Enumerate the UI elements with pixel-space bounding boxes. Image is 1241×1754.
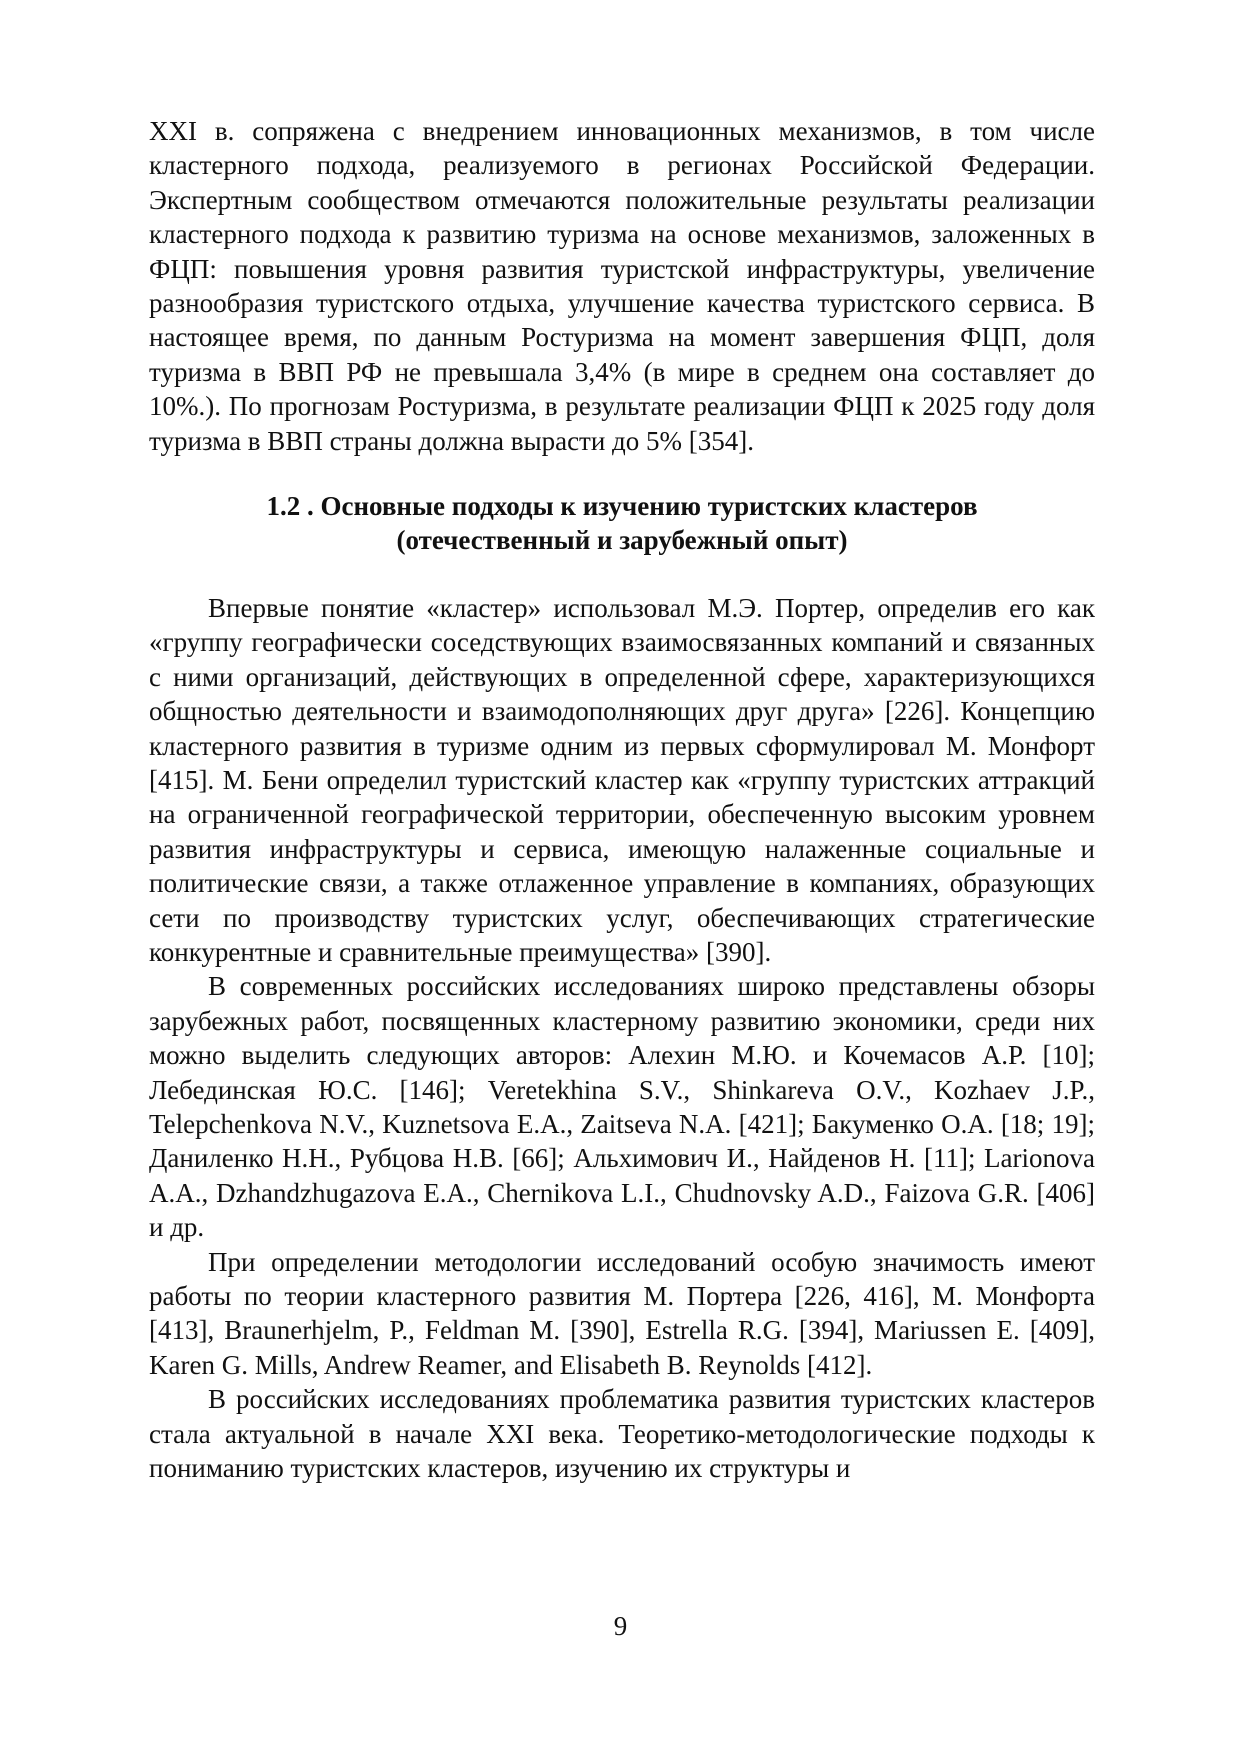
section-heading-line1: 1.2 . Основные подходы к изучению туристских кластеров	[266, 491, 978, 522]
paragraph-foreign-reviews: В современных российских исследованиях широко представлены обзоры зарубежных работ, посвященных кластерному развитию экономики, среди них можно выделить следующих авторов: Алехин М.Ю. и Кочемасов А.Р. [10]; Лебединская Ю.С. [146]; Veretekhina S.V., Shinkareva O.V., Kozhaev J.P., Telepchenkova N.V., Kuznetsova E.A., Zaitseva N.A. [421]; Бакуменко О.А. [18; 19]; Даниленко Н.Н., Рубцова Н.В. [66]; Альхимович И., Найденов Н. [11]; Larionova A.A., Dzhandzhugazova E.A., Chernikova L.I., Chudnovsky A.D., Faizova G.R. [406] и др.	[149, 971, 1095, 1243]
paragraph-russian-research: В российских исследованиях проблематика развития туристских кластеров стала актуальной в начале XXI века. Теоретико-методологические подходы к пониманию туристских кластеров, изучению их структуры и	[149, 1384, 1095, 1484]
section-heading	[149, 489, 1095, 558]
paragraph-methodology: При определении методологии исследований особую значимость имеют работы по теории кластерного развития М. Портера [226, 416], М. Монфорта [413], Braunerhjelm, P., Feldman M. [390], Estrella R.G. [394], Mariussen E. [409], Karen G. Mills, Andrew Reamer, and Elisabeth B. Reynolds [412].	[149, 1246, 1095, 1380]
paragraph-cluster-definition: Впервые понятие «кластер» использовал М.Э. Портер, определив его как «группу географически соседствующих взаимосвязанных компаний и связанных с ними организаций, действующих в определенной сфере, характеризующихся общностью деятельности и взаимодополняющих друг друга» [226]. Концепцию кластерного развития в туризме одним из первых сформулировал М. Монфорт [415]. М. Бени определил туристский кластер как «группу туристских аттракций на ограниченной географической территории, обеспеченную высоким уровнем развития инфраструктуры и сервиса, имеющую налаженные социальные и политические связи, а также отлаженное управление в компаниях, образующих сети по производству туристских услуг, обеспечивающих стратегические конкурентные и сравнительные преимущества» [390].	[149, 592, 1095, 967]
section-heading-line2: (отечественный и зарубежный опыт)	[396, 525, 848, 556]
page-number: 9	[613, 1611, 628, 1641]
paragraph-intro: XXI в. сопряжена с внедрением инновационных механизмов, в том числе кластерного подхода, реализуемого в регионах Российской Федерации. Экспертным сообществом отмечаются положительные результаты реализации кластерного подхода к развитию туризма на основе механизмов, заложенных в ФЦП: повышения уровня развития туристской инфраструктуры, увеличение разнообразия туристского отдыха, улучшение качества туристского сервиса. В настоящее время, по данным Ростуризма на момент завершения ФЦП, доля туризма в ВВП РФ не превышала 3,4% (в мире в среднем она составляет до 10%.). По прогнозам Ростуризма, в результате реализации ФЦП к 2025 году доля туризма в ВВП страны должна вырасти до 5% [354].	[149, 116, 1095, 456]
page-body	[149, 114, 1095, 1485]
